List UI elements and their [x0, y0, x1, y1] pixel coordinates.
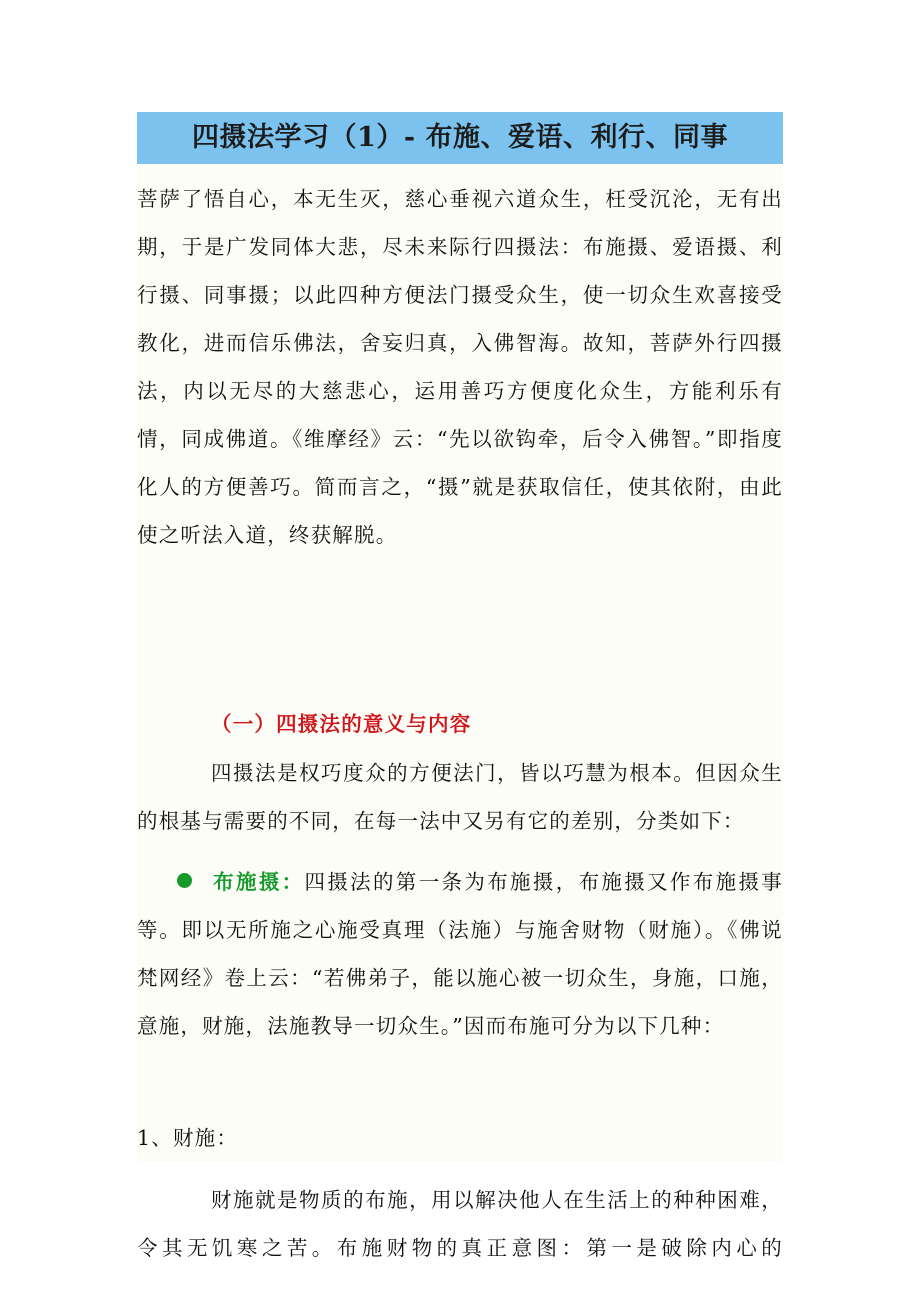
section-heading: （一）四摄法的意义与内容 [211, 712, 472, 736]
bullet-text: 四摄法的第一条为布施摄，布施摄又作布施摄事等。即以无所施之心施受真理（法施）与施舍财物（财施）。《佛说梵网经》卷上云：“若佛弟子，能以施心被一切众生，身施，口施，意施，财施，法施教导一切众生。”因而布施可分为以下几种： [137, 870, 783, 1038]
document-page [137, 112, 783, 1260]
intro-paragraph: 菩萨了悟自心，本无生灭，慈心垂视六道众生，枉受沉沦，无有出期，于是广发同体大悲，尽未来际行四摄法：布施摄、爱语摄、利行摄、同事摄；以此四种方便法门摄受众生，使一切众生欢喜接受教化，进而信乐佛法，舍妄归真，入佛智海。故知，菩萨外行四摄法，内以无尽的大慈悲心，运用善巧方便度化众生，方能利乐有情，同成佛道。《维摩经》云：“先以欲钩牵，后令入佛智。”即指度化人的方便善巧。简而言之，“摄”就是获取信任，使其依附，由此使之听法入道，终获解脱。 [137, 187, 783, 547]
bullet-label: 布施摄： [212, 870, 305, 894]
green-bullet-icon [177, 873, 192, 888]
bullet-paragraph-bushi [137, 858, 783, 1050]
subheading-caishi: 1、财施： [137, 1126, 239, 1150]
document-title: 四摄法学习（1）- 布施、爱语、利行、同事 [137, 112, 783, 164]
caishi-paragraph: 财施就是物质的布施，用以解决他人在生活上的种种困难，令其无饥寒之苦。布施财物的真正意图：第一是破除内心的 [137, 1188, 783, 1260]
four-methods-paragraph: 四摄法是权巧度众的方便法门，皆以巧慧为根本。但因众生的根基与需要的不同，在每一法中又另有它的差别，分类如下： [137, 761, 783, 833]
